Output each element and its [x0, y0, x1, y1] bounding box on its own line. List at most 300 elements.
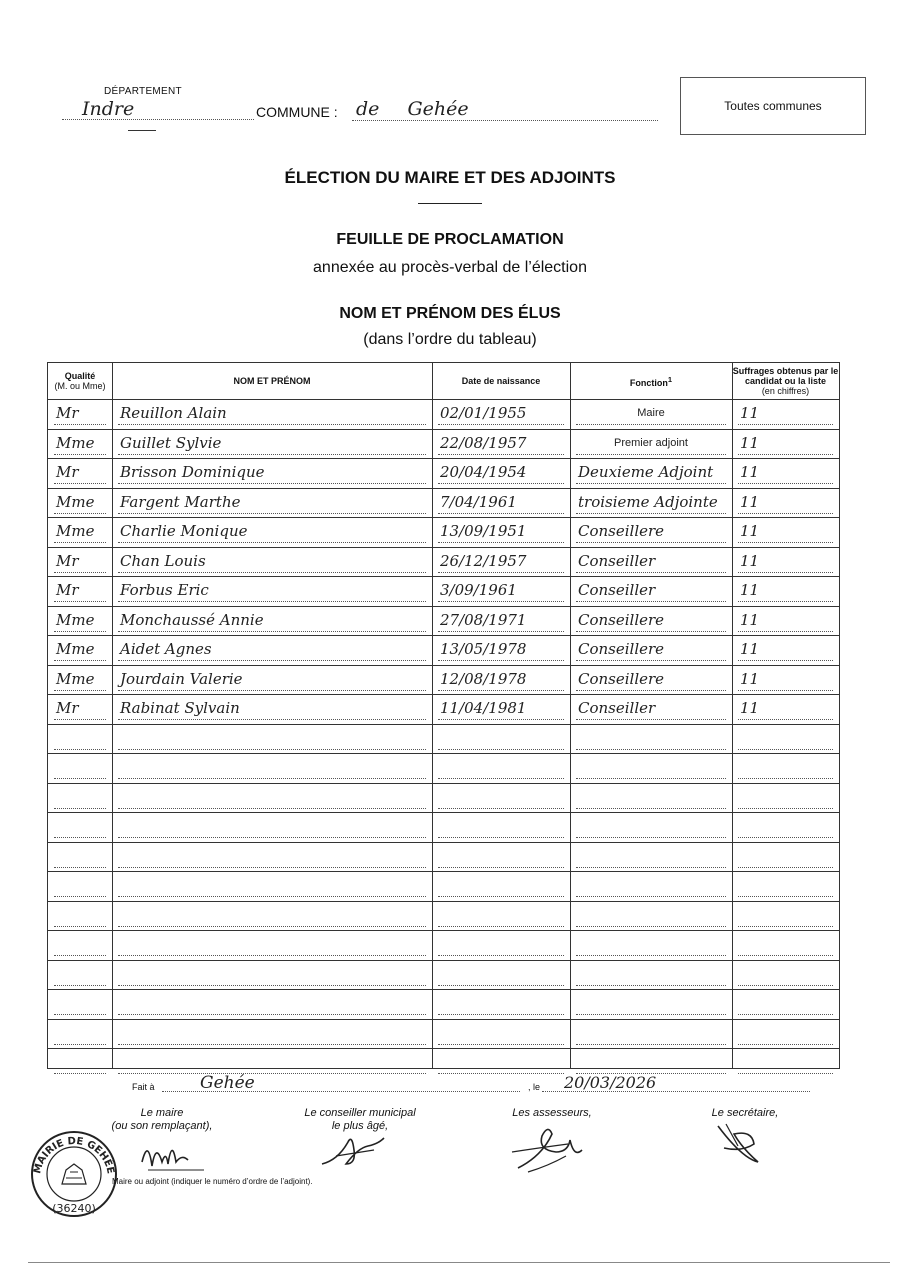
table-cell-nom — [112, 694, 432, 724]
dotted-line — [576, 572, 726, 573]
table-cell-qualite — [48, 783, 112, 813]
col-header-suffrages — [732, 363, 839, 399]
dotted-line — [118, 572, 426, 573]
cell-text-qualite: Mme — [56, 669, 95, 688]
dotted-line — [54, 631, 106, 632]
table-cell-suffrages — [732, 517, 839, 547]
cell-text-naissance: 27/08/1971 — [440, 610, 527, 629]
dotted-line — [118, 955, 426, 956]
dotted-line — [438, 690, 564, 691]
table-cell-naissance — [432, 812, 570, 842]
dotted-line — [54, 513, 106, 514]
dotted-line — [54, 601, 106, 602]
dotted-line — [118, 985, 426, 986]
dotted-line — [118, 454, 426, 455]
table-cell-naissance — [432, 842, 570, 872]
dotted-line — [438, 719, 564, 720]
cell-text-fonction: Conseiller — [578, 581, 656, 599]
dotted-line — [438, 749, 564, 750]
cell-text-naissance: 7/04/1961 — [440, 492, 517, 511]
table-cell-suffrages — [732, 1019, 839, 1049]
table-cell-naissance — [432, 635, 570, 665]
table-cell-qualite — [48, 960, 112, 990]
table-cell-suffrages — [732, 665, 839, 695]
cell-text-naissance: 13/05/1978 — [440, 640, 527, 658]
table-cell-nom — [112, 458, 432, 488]
table-cell-suffrages — [732, 930, 839, 960]
cell-text-naissance: 20/04/1954 — [440, 463, 527, 481]
cell-text-fonction: Conseillere — [578, 669, 665, 688]
cell-text-nom: Fargent Marthe — [120, 492, 241, 511]
cell-text-nom: Jourdain Valerie — [120, 669, 243, 688]
commune-category-text: Toutes communes — [724, 99, 822, 113]
table-cell-qualite — [48, 517, 112, 547]
dotted-line — [438, 483, 564, 484]
cell-text-suffrages: 11 — [740, 699, 760, 717]
table-cell-nom — [112, 517, 432, 547]
dotted-line — [438, 778, 564, 779]
dotted-line — [438, 513, 564, 514]
date-value: 20/03/2026 — [542, 1074, 810, 1092]
commune-label: COMMUNE : — [256, 104, 338, 120]
dotted-line — [438, 454, 564, 455]
dotted-line — [738, 660, 833, 661]
dotted-line — [438, 1044, 564, 1045]
table-cell-suffrages — [732, 960, 839, 990]
table-cell-suffrages — [732, 429, 839, 459]
col-suffrages-sub: (en chiffres) — [761, 386, 810, 396]
table-cell-nom — [112, 960, 432, 990]
table-cell-nom — [112, 606, 432, 636]
table-cell-fonction — [570, 901, 732, 931]
dotted-line — [576, 454, 726, 455]
table-cell-naissance — [432, 989, 570, 1019]
sheet-title: FEUILLE DE PROCLAMATION — [336, 231, 564, 248]
table-cell-naissance — [432, 783, 570, 813]
cell-text-fonction: Deuxieme Adjoint — [578, 463, 714, 481]
cell-text-nom: Monchaussé Annie — [120, 610, 264, 629]
cell-text-nom: Charlie Monique — [120, 522, 248, 540]
table-cell-qualite — [48, 842, 112, 872]
table-cell-nom — [112, 576, 432, 606]
stamp-code: (36240) — [52, 1202, 96, 1215]
dotted-line — [576, 542, 726, 543]
dotted-line — [576, 808, 726, 809]
dotted-line — [118, 601, 426, 602]
cell-text-qualite: Mr — [56, 551, 79, 570]
table-cell-fonction — [570, 783, 732, 813]
table-cell-nom — [112, 665, 432, 695]
dotted-line — [576, 1014, 726, 1015]
dotted-line — [54, 955, 106, 956]
table-cell-nom — [112, 724, 432, 754]
secretaire-signature — [712, 1118, 764, 1170]
dotted-line — [738, 808, 833, 809]
dotted-line — [738, 867, 833, 868]
dotted-line — [576, 601, 726, 602]
names-title: NOM ET PRÉNOM DES ÉLUS — [339, 305, 561, 322]
table-cell-qualite — [48, 429, 112, 459]
cell-text-suffrages: 11 — [740, 492, 760, 511]
table-cell-naissance — [432, 606, 570, 636]
table-cell-nom — [112, 1019, 432, 1049]
col-header-naissance — [432, 363, 570, 399]
dotted-line — [54, 719, 106, 720]
table-cell-qualite — [48, 635, 112, 665]
table-cell-naissance — [432, 665, 570, 695]
table-cell-fonction — [570, 812, 732, 842]
page-bottom-rule — [28, 1262, 890, 1263]
table-cell-fonction — [570, 930, 732, 960]
cell-text-naissance: 3/09/1961 — [440, 581, 517, 599]
dotted-line — [576, 424, 726, 425]
departement-value: Indre — [62, 98, 254, 120]
table-cell-naissance — [432, 871, 570, 901]
assesseurs-label: Les assesseurs, — [512, 1107, 592, 1119]
dotted-line — [738, 778, 833, 779]
cell-text-fonction: Maire — [637, 407, 665, 419]
table-cell-suffrages — [732, 606, 839, 636]
table-cell-suffrages — [732, 399, 839, 429]
cell-text-naissance: 12/08/1978 — [440, 669, 527, 688]
dotted-line — [438, 867, 564, 868]
date-label: , le — [528, 1082, 541, 1092]
table-cell-qualite — [48, 547, 112, 577]
cell-text-nom: Forbus Eric — [120, 581, 209, 599]
dotted-line — [118, 896, 426, 897]
cell-text-fonction: Conseillere — [578, 640, 665, 658]
commune-value-line — [352, 98, 658, 121]
dotted-line — [54, 1014, 106, 1015]
dotted-line — [118, 513, 426, 514]
cell-text-nom: Reuillon Alain — [120, 404, 227, 422]
mairie-stamp — [30, 1130, 118, 1218]
table-cell-fonction — [570, 488, 732, 518]
dotted-line — [54, 926, 106, 927]
cell-text-fonction: Conseillere — [578, 610, 665, 629]
dotted-line — [576, 926, 726, 927]
table-cell-qualite — [48, 458, 112, 488]
dotted-line — [54, 1044, 106, 1045]
table-cell-qualite — [48, 1019, 112, 1049]
dotted-line — [576, 690, 726, 691]
dotted-line — [438, 926, 564, 927]
dotted-line — [118, 483, 426, 484]
dotted-line — [438, 985, 564, 986]
cell-text-naissance: 13/09/1951 — [440, 522, 527, 540]
table-cell-fonction — [570, 547, 732, 577]
cell-text-qualite: Mme — [56, 522, 95, 540]
table-cell-qualite — [48, 488, 112, 518]
cell-text-suffrages: 11 — [740, 610, 760, 629]
dotted-line — [118, 926, 426, 927]
commune-name: Gehée — [407, 98, 469, 120]
cell-text-nom: Brisson Dominique — [120, 463, 265, 481]
elected-table — [47, 362, 840, 1069]
table-cell-fonction — [570, 429, 732, 459]
table-cell-naissance — [432, 753, 570, 783]
maire-signature — [138, 1132, 208, 1176]
col-suffrages-label: Suffrages obtenus par le candidat ou la liste — [732, 366, 839, 386]
table-cell-suffrages — [732, 989, 839, 1019]
dotted-line — [54, 985, 106, 986]
table-cell-naissance — [432, 429, 570, 459]
table-cell-qualite — [48, 753, 112, 783]
cell-text-qualite: Mr — [56, 404, 79, 422]
dotted-line — [576, 660, 726, 661]
table-cell-nom — [112, 871, 432, 901]
col-nom-label: NOM ET PRÉNOM — [233, 376, 311, 386]
table-cell-naissance — [432, 930, 570, 960]
table-cell-suffrages — [732, 724, 839, 754]
dotted-line — [54, 572, 106, 573]
secretaire-label: Le secrétaire, — [711, 1107, 779, 1119]
table-cell-qualite — [48, 1048, 112, 1078]
table-cell-qualite — [48, 724, 112, 754]
dotted-line — [576, 867, 726, 868]
dotted-line — [118, 631, 426, 632]
table-cell-suffrages — [732, 812, 839, 842]
dotted-line — [738, 1014, 833, 1015]
table-cell-qualite — [48, 901, 112, 931]
col-header-fonction — [570, 363, 732, 399]
departement-label: DÉPARTEMENT — [104, 86, 182, 97]
cell-text-naissance: 02/01/1955 — [440, 404, 527, 422]
table-cell-fonction — [570, 842, 732, 872]
table-cell-nom — [112, 399, 432, 429]
table-cell-naissance — [432, 1019, 570, 1049]
dotted-line — [438, 808, 564, 809]
dotted-line — [438, 837, 564, 838]
maire-label-line2: (ou son remplaçant), — [111, 1120, 213, 1132]
table-cell-fonction — [570, 1019, 732, 1049]
commune-category-box — [680, 77, 866, 135]
dotted-line — [118, 424, 426, 425]
table-cell-fonction — [570, 960, 732, 990]
dotted-line — [54, 454, 106, 455]
cell-text-suffrages: 11 — [740, 581, 760, 599]
table-cell-nom — [112, 989, 432, 1019]
dotted-line — [738, 896, 833, 897]
maire-label-line1: Le maire — [140, 1107, 184, 1119]
dotted-line — [118, 749, 426, 750]
dotted-line — [118, 660, 426, 661]
table-cell-nom — [112, 429, 432, 459]
cell-text-qualite: Mr — [56, 699, 79, 717]
table-cell-qualite — [48, 871, 112, 901]
table-cell-naissance — [432, 547, 570, 577]
dotted-line — [118, 719, 426, 720]
dotted-line — [118, 867, 426, 868]
table-cell-suffrages — [732, 635, 839, 665]
table-cell-qualite — [48, 930, 112, 960]
dotted-line — [54, 1073, 106, 1074]
dotted-line — [438, 542, 564, 543]
dotted-line — [738, 985, 833, 986]
dotted-line — [54, 690, 106, 691]
table-cell-qualite — [48, 399, 112, 429]
dotted-line — [54, 660, 106, 661]
dotted-line — [118, 778, 426, 779]
commune-prefix: de — [356, 98, 380, 120]
dotted-line — [118, 1014, 426, 1015]
dotted-line — [54, 542, 106, 543]
cell-text-qualite: Mme — [56, 433, 95, 452]
cell-text-suffrages: 11 — [740, 669, 760, 688]
conseiller-label-line2: le plus âgé, — [331, 1120, 389, 1132]
table-cell-fonction — [570, 989, 732, 1019]
cell-text-suffrages: 11 — [740, 551, 760, 570]
cell-text-naissance: 22/08/1957 — [440, 433, 527, 452]
dotted-line — [438, 955, 564, 956]
cell-text-fonction: Conseiller — [578, 699, 656, 717]
dotted-line — [738, 926, 833, 927]
table-cell-naissance — [432, 458, 570, 488]
order-subtitle: (dans l’ordre du tableau) — [363, 331, 537, 348]
table-cell-naissance — [432, 901, 570, 931]
dotted-line — [738, 690, 833, 691]
cell-text-suffrages: 11 — [740, 433, 760, 452]
dotted-line — [738, 572, 833, 573]
col-header-nom — [112, 363, 432, 399]
table-cell-qualite — [48, 989, 112, 1019]
dotted-line — [576, 1044, 726, 1045]
table-cell-fonction — [570, 635, 732, 665]
table-cell-qualite — [48, 694, 112, 724]
svg-text:MAIRIE DE GEHÉE — [32, 1136, 116, 1175]
col-header-qualite — [48, 363, 112, 399]
table-cell-fonction — [570, 871, 732, 901]
dotted-line — [738, 542, 833, 543]
conseiller-signature — [318, 1130, 388, 1170]
dotted-line — [738, 749, 833, 750]
dotted-line — [738, 601, 833, 602]
cell-text-nom: Chan Louis — [120, 551, 206, 570]
table-cell-nom — [112, 635, 432, 665]
dotted-line — [54, 483, 106, 484]
cell-text-fonction: Conseiller — [578, 551, 656, 570]
dotted-line — [438, 1014, 564, 1015]
table-cell-nom — [112, 783, 432, 813]
table-cell-nom — [112, 488, 432, 518]
dotted-line — [738, 837, 833, 838]
dotted-line — [54, 837, 106, 838]
table-cell-suffrages — [732, 871, 839, 901]
dotted-line — [576, 955, 726, 956]
cell-text-qualite: Mme — [56, 640, 95, 658]
dotted-line — [738, 483, 833, 484]
table-cell-suffrages — [732, 783, 839, 813]
dotted-line — [576, 985, 726, 986]
col-qualite-label: Qualité — [64, 371, 96, 381]
cell-text-suffrages: 11 — [740, 404, 760, 422]
dotted-line — [738, 424, 833, 425]
table-cell-nom — [112, 842, 432, 872]
cell-text-qualite: Mme — [56, 610, 95, 629]
dotted-line — [738, 513, 833, 514]
dotted-line — [576, 837, 726, 838]
table-cell-naissance — [432, 517, 570, 547]
dotted-line — [576, 778, 726, 779]
conseiller-label-line1: Le conseiller municipal — [304, 1107, 416, 1119]
departement-dash — [128, 130, 156, 131]
table-cell-nom — [112, 753, 432, 783]
table-cell-naissance — [432, 576, 570, 606]
dotted-line — [576, 719, 726, 720]
table-cell-suffrages — [732, 694, 839, 724]
cell-text-qualite: Mme — [56, 492, 95, 511]
dotted-line — [438, 660, 564, 661]
dotted-line — [438, 631, 564, 632]
table-cell-naissance — [432, 488, 570, 518]
dotted-line — [738, 1044, 833, 1045]
table-cell-suffrages — [732, 901, 839, 931]
dotted-line — [54, 867, 106, 868]
table-cell-fonction — [570, 606, 732, 636]
table-cell-fonction — [570, 399, 732, 429]
table-cell-fonction — [570, 517, 732, 547]
cell-text-nom: Rabinat Sylvain — [120, 699, 240, 717]
table-cell-fonction — [570, 753, 732, 783]
dotted-line — [576, 483, 726, 484]
table-cell-qualite — [48, 576, 112, 606]
dotted-line — [576, 749, 726, 750]
table-cell-fonction — [570, 665, 732, 695]
dotted-line — [576, 631, 726, 632]
cell-text-suffrages: 11 — [740, 640, 760, 658]
dotted-line — [54, 749, 106, 750]
dotted-line — [118, 808, 426, 809]
cell-text-nom: Aidet Agnes — [120, 640, 212, 658]
dotted-line — [118, 542, 426, 543]
maire-label — [102, 1107, 222, 1133]
dotted-line — [118, 690, 426, 691]
dotted-line — [54, 896, 106, 897]
cell-text-qualite: Mr — [56, 463, 79, 481]
col-qualite-sub: (M. ou Mme) — [54, 381, 106, 391]
dotted-line — [738, 631, 833, 632]
table-cell-suffrages — [732, 488, 839, 518]
dotted-line — [438, 572, 564, 573]
table-cell-suffrages — [732, 753, 839, 783]
cell-text-qualite: Mr — [56, 581, 79, 599]
table-cell-naissance — [432, 960, 570, 990]
fait-value: Gehée — [162, 1074, 520, 1092]
table-cell-nom — [112, 901, 432, 931]
annex-subtitle: annexée au procès-verbal de l’élection — [313, 259, 587, 276]
cell-text-suffrages: 11 — [740, 463, 760, 481]
table-cell-naissance — [432, 399, 570, 429]
col-fonction-label: Fonction — [629, 377, 668, 388]
cell-text-fonction: troisieme Adjointe — [578, 492, 718, 511]
dotted-line — [54, 424, 106, 425]
table-cell-suffrages — [732, 842, 839, 872]
table-cell-suffrages — [732, 458, 839, 488]
table-cell-qualite — [48, 812, 112, 842]
dotted-line — [118, 837, 426, 838]
cell-text-fonction: Conseillere — [578, 522, 665, 540]
col-naissance-label: Date de naissance — [461, 376, 541, 386]
cell-text-nom: Guillet Sylvie — [120, 433, 222, 452]
title-divider — [418, 203, 482, 204]
dotted-line — [576, 513, 726, 514]
dotted-line — [738, 955, 833, 956]
table-cell-nom — [112, 930, 432, 960]
table-cell-naissance — [432, 694, 570, 724]
cell-text-naissance: 11/04/1981 — [440, 699, 527, 717]
table-cell-fonction — [570, 458, 732, 488]
table-cell-suffrages — [732, 547, 839, 577]
